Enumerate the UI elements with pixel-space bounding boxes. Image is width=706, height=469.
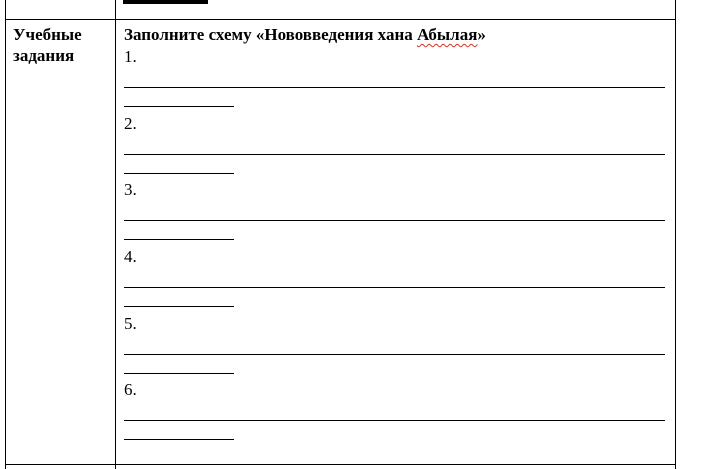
- item-number: 5.: [124, 314, 137, 333]
- row-header-label: Учебные задания: [13, 25, 82, 65]
- task-title-spellcheck-word: Абылая: [417, 25, 478, 44]
- table-column-divider: [115, 0, 116, 469]
- answer-line[interactable]: [124, 154, 665, 155]
- answer-line-continuation[interactable]: [124, 173, 234, 174]
- answer-line-continuation[interactable]: [124, 439, 234, 440]
- table-row-divider-top: [5, 19, 676, 20]
- table-border-left: [5, 0, 6, 469]
- answer-line-continuation[interactable]: [124, 306, 234, 307]
- answer-item: [124, 379, 669, 446]
- item-number: 4.: [124, 247, 137, 266]
- answer-item: [124, 113, 669, 180]
- answer-item: [124, 313, 669, 380]
- answer-line[interactable]: [124, 220, 665, 221]
- item-number: 1.: [124, 47, 137, 66]
- item-number: 2.: [124, 114, 137, 133]
- answer-line-continuation[interactable]: [124, 373, 234, 374]
- item-number: 6.: [124, 380, 137, 399]
- item-number: 3.: [124, 180, 137, 199]
- previous-row-text-fragment: [123, 0, 208, 4]
- answer-item: [124, 179, 669, 246]
- answer-item: [124, 246, 669, 313]
- row-header-cell: [13, 24, 113, 66]
- task-title: [124, 24, 486, 45]
- task-title-prefix: Заполните схему «Нововведения хана: [124, 25, 417, 44]
- answer-line[interactable]: [124, 354, 665, 355]
- answer-line[interactable]: [124, 87, 665, 88]
- task-title-suffix: »: [477, 25, 486, 44]
- answer-line[interactable]: [124, 287, 665, 288]
- table-row-divider-bottom: [5, 464, 676, 465]
- table-border-right: [675, 0, 676, 469]
- answer-line-continuation[interactable]: [124, 106, 234, 107]
- answer-line[interactable]: [124, 420, 665, 421]
- answer-line-continuation[interactable]: [124, 239, 234, 240]
- answer-item: [124, 46, 669, 113]
